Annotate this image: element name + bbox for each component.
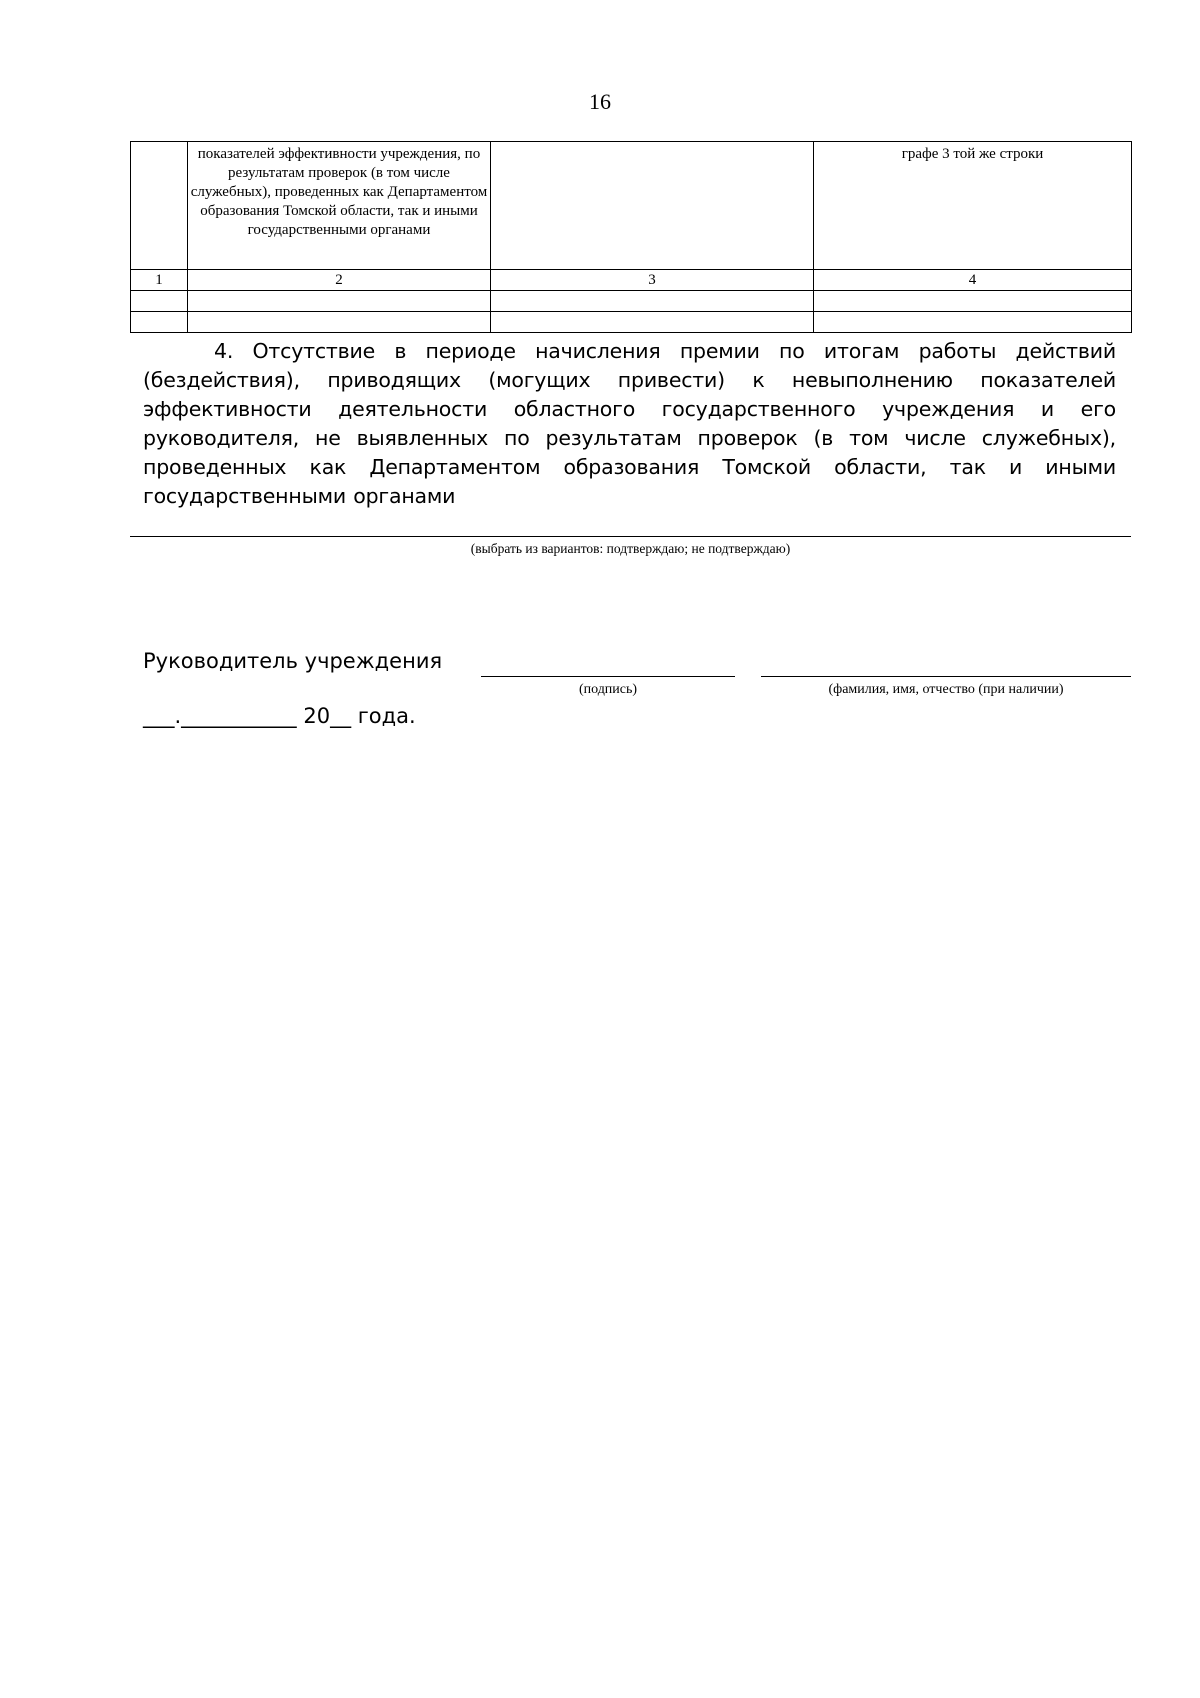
empty-cell xyxy=(188,312,491,333)
full-name-line[interactable] xyxy=(761,676,1131,677)
empty-cell xyxy=(814,291,1132,312)
table-row xyxy=(131,142,1132,270)
cell-text: графе 3 той же строки xyxy=(901,146,1044,162)
table-cell xyxy=(188,142,491,270)
page-number: 16 xyxy=(589,89,611,114)
choice-hint: (выбрать из вариантов: подтверждаю; не подтверждаю) xyxy=(470,541,791,556)
table-cell xyxy=(491,142,814,270)
date-line: ___.___________ 20__ года. xyxy=(143,704,416,728)
table-cell xyxy=(131,142,188,270)
column-number: 1 xyxy=(131,270,188,291)
head-of-institution-label: Руководитель учреждения xyxy=(143,649,443,673)
signature-line[interactable] xyxy=(481,676,735,677)
column-number: 3 xyxy=(491,270,814,291)
column-number: 2 xyxy=(188,270,491,291)
choice-fill-line[interactable] xyxy=(130,536,1131,537)
empty-cell xyxy=(188,291,491,312)
empty-cell xyxy=(131,312,188,333)
column-number: 4 xyxy=(814,270,1132,291)
full-name-caption: (фамилия, имя, отчество (при наличии) xyxy=(828,682,1064,697)
empty-row xyxy=(131,312,1132,333)
empty-row xyxy=(131,291,1132,312)
empty-cell xyxy=(814,312,1132,333)
criterion-paragraph: 4. Отсутствие в периоде начисления премии по итогам работы действий (бездействия), приводящих (могущих привести) к невыполнению показателей эффективности деятельности областного государственного учреждения и его руководителя, не выявленных по результатам проверок (в том числе служебных), проведенных как Департаментом образования Томской области, так и иными государственными органами xyxy=(143,339,1116,508)
table-cell xyxy=(814,142,1132,270)
column-number-row xyxy=(131,270,1132,291)
empty-cell xyxy=(491,312,814,333)
empty-cell xyxy=(131,291,188,312)
cell-text: показателей эффективности учреждения, по результатам проверок (в том числе служебных), проведенных как Департаментом образования Томской области, так и иными государственными органами xyxy=(190,146,488,238)
indicators-table xyxy=(130,141,1132,333)
signature-caption: (подпись) xyxy=(578,682,638,697)
empty-cell xyxy=(491,291,814,312)
